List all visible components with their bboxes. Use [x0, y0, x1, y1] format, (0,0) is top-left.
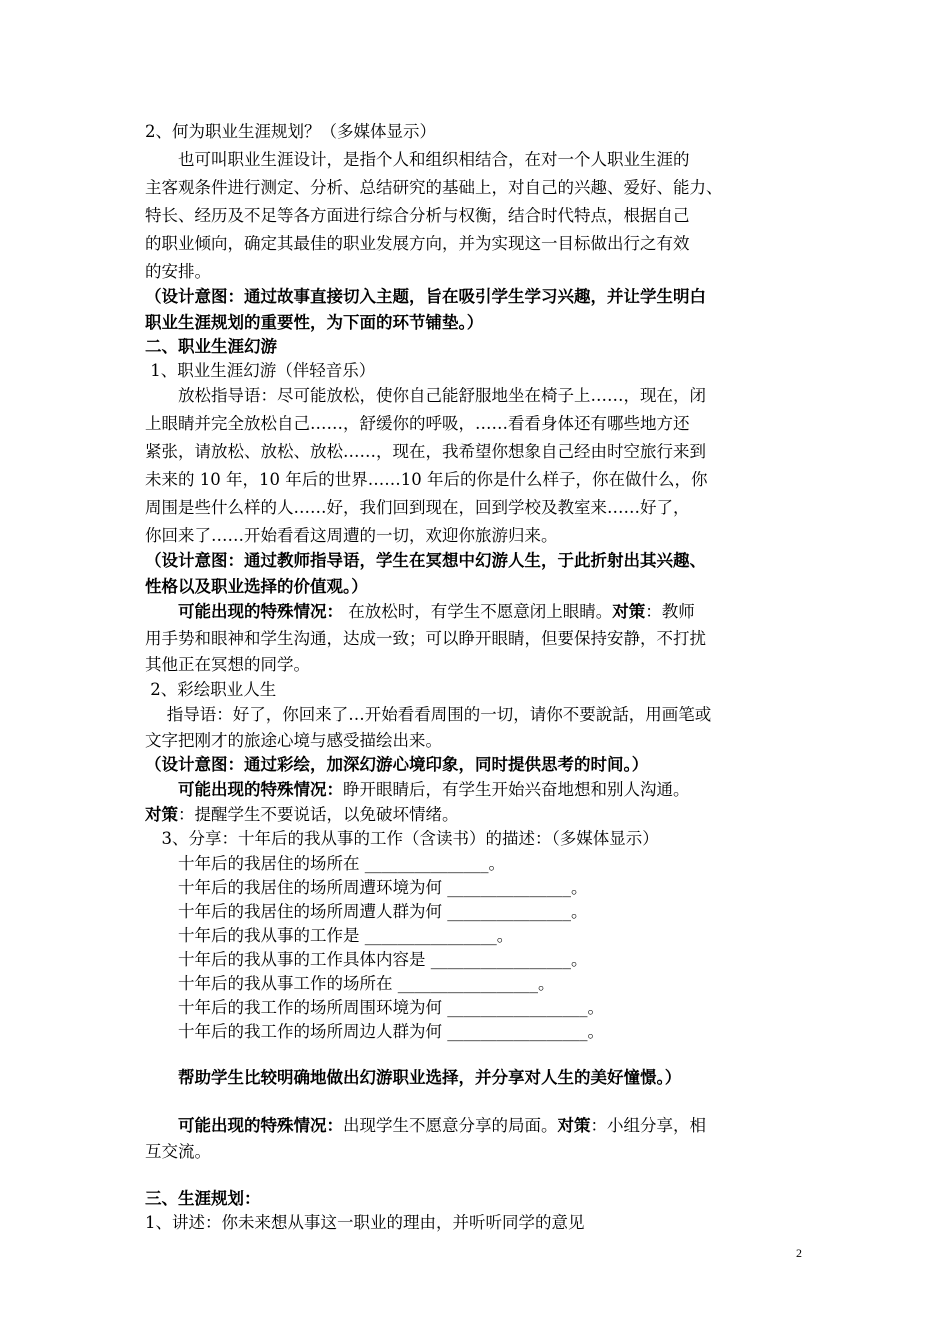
- strategy-text: ：教师: [645, 602, 695, 621]
- special-case-text: 睁开眼睛后，有学生开始兴奋地想和别人沟通。: [343, 780, 690, 799]
- special-case-label: 可能出现的特殊情况：: [145, 602, 343, 621]
- share-line: 十年后的我居住的场所周遭环境为何 _______________。: [145, 878, 588, 897]
- special-case-label: 可能出现的特殊情况：: [145, 1116, 343, 1135]
- definition-line: 主客观条件进行测定、分析、总结研究的基础上，对自己的兴趣、爱好、能力、: [145, 178, 723, 197]
- guide-1-line: 放松指导语：尽可能放松，使你自己能舒服地坐在椅子上……，现在，闭: [145, 386, 706, 405]
- special-case-label: 可能出现的特殊情况：: [145, 780, 343, 799]
- strategy-label: 对策: [612, 602, 646, 621]
- share-line: 十年后的我从事工作的场所在 _________________。: [145, 974, 555, 993]
- design-intent-4: 帮助学生比较明确地做出幻游职业选择，并分享对人生的美好憧憬。）: [145, 1068, 682, 1087]
- definition-line: 的安排。: [145, 262, 211, 281]
- section-2-title: 2、何为职业生涯规划？（多媒体显示）: [145, 122, 436, 141]
- design-intent-3: （设计意图：通过彩绘，加深幻游心境印象，同时提供思考的时间。）: [145, 755, 649, 774]
- special-case-2: [145, 779, 690, 801]
- strategy-text: ：小组分享，相: [590, 1116, 706, 1135]
- share-line: 十年后的我居住的场所周遭人群为何 _______________。: [145, 902, 588, 921]
- part-2-heading: 二、职业生涯幻游: [145, 337, 277, 356]
- guide-2-line: 文字把刚才的旅途心境与感受描绘出来。: [145, 731, 442, 750]
- special-case-text: 在放松时，有学生不愿意闭上眼睛。: [343, 602, 613, 621]
- special-case-text: 出现学生不愿意分享的局面。: [343, 1116, 558, 1135]
- share-line: 十年后的我工作的场所周围环境为何 _________________。: [145, 998, 604, 1017]
- guide-1-line: 周围是些什么样的人……好，我们回到现在，回到学校及教室来……好了，: [145, 498, 690, 517]
- guide-1-line: 未来的 10 年，10 年后的世界……10 年后的你是什么样子，你在做什么，你: [145, 470, 708, 489]
- special-case-3-cont: 互交流。: [145, 1142, 211, 1161]
- share-line: 十年后的我工作的场所周边人群为何 _________________。: [145, 1022, 604, 1041]
- special-case-1-cont: 用手势和眼神和学生沟通，达成一致；可以睁开眼睛，但要保持安静，不打扰: [145, 629, 706, 648]
- strategy-text: ：提醒学生不要说话，以免破坏情绪。: [178, 805, 459, 824]
- item-2-title: 2、彩绘职业人生: [145, 680, 277, 699]
- guide-1-line: 你回来了……开始看看这周遭的一切，欢迎你旅游归来。: [145, 526, 558, 545]
- item-1-title: 1、职业生涯幻游（伴轻音乐）: [145, 361, 376, 380]
- special-case-3: [145, 1115, 706, 1137]
- narrate-line: 1、讲述：你未来想从事这一职业的理由，并听听同学的意见: [145, 1213, 585, 1232]
- share-line: 十年后的我从事的工作具体内容是 _________________。: [145, 950, 588, 969]
- definition-line: 特长、经历及不足等各方面进行综合分析与权衡，结合时代特点，根据自己: [145, 206, 690, 225]
- page-number: 2: [796, 1246, 802, 1260]
- guide-2-line: 指导语：好了，你回来了…开始看看周围的一切，请你不要說話，用画笔或: [145, 705, 712, 724]
- part-3-heading: 三、生涯规划：: [145, 1189, 261, 1208]
- guide-1-line: 上眼睛并完全放松自己……，舒缓你的呼吸，……看看身体还有哪些地方还: [145, 414, 690, 433]
- definition-line: 也可叫职业生涯设计，是指个人和组织相结合，在对一个人职业生涯的: [145, 150, 690, 169]
- strategy-label: 对策: [145, 805, 178, 824]
- guide-1-line: 紧张，请放松、放松、放松……，现在，我希望你想象自己经由时空旅行来到: [145, 442, 706, 461]
- special-case-2-strategy: [145, 804, 459, 826]
- design-intent-2: （设计意图：通过教师指导语，学生在冥想中幻游人生，于此折射出其兴趣、: [145, 551, 706, 570]
- item-3-title: 3、分享：十年后的我从事的工作（含读书）的描述：（多媒体显示）: [145, 829, 659, 848]
- share-line: 十年后的我居住的场所在 _______________。: [145, 854, 505, 873]
- share-line: 十年后的我从事的工作是 ________________。: [145, 926, 514, 945]
- design-intent-1: （设计意图：通过故事直接切入主题，旨在吸引学生学习兴趣，并让学生明白: [145, 287, 706, 306]
- special-case-1-cont: 其他正在冥想的同学。: [145, 655, 310, 674]
- design-intent-2: 性格以及职业选择的价值观。）: [145, 577, 368, 596]
- special-case-1: [145, 601, 695, 623]
- strategy-label: 对策: [557, 1116, 591, 1135]
- design-intent-1: 职业生涯规划的重要性，为下面的环节铺垫。）: [145, 313, 484, 332]
- definition-line: 的职业倾向，确定其最佳的职业发展方向，并为实现这一目标做出行之有效: [145, 234, 690, 253]
